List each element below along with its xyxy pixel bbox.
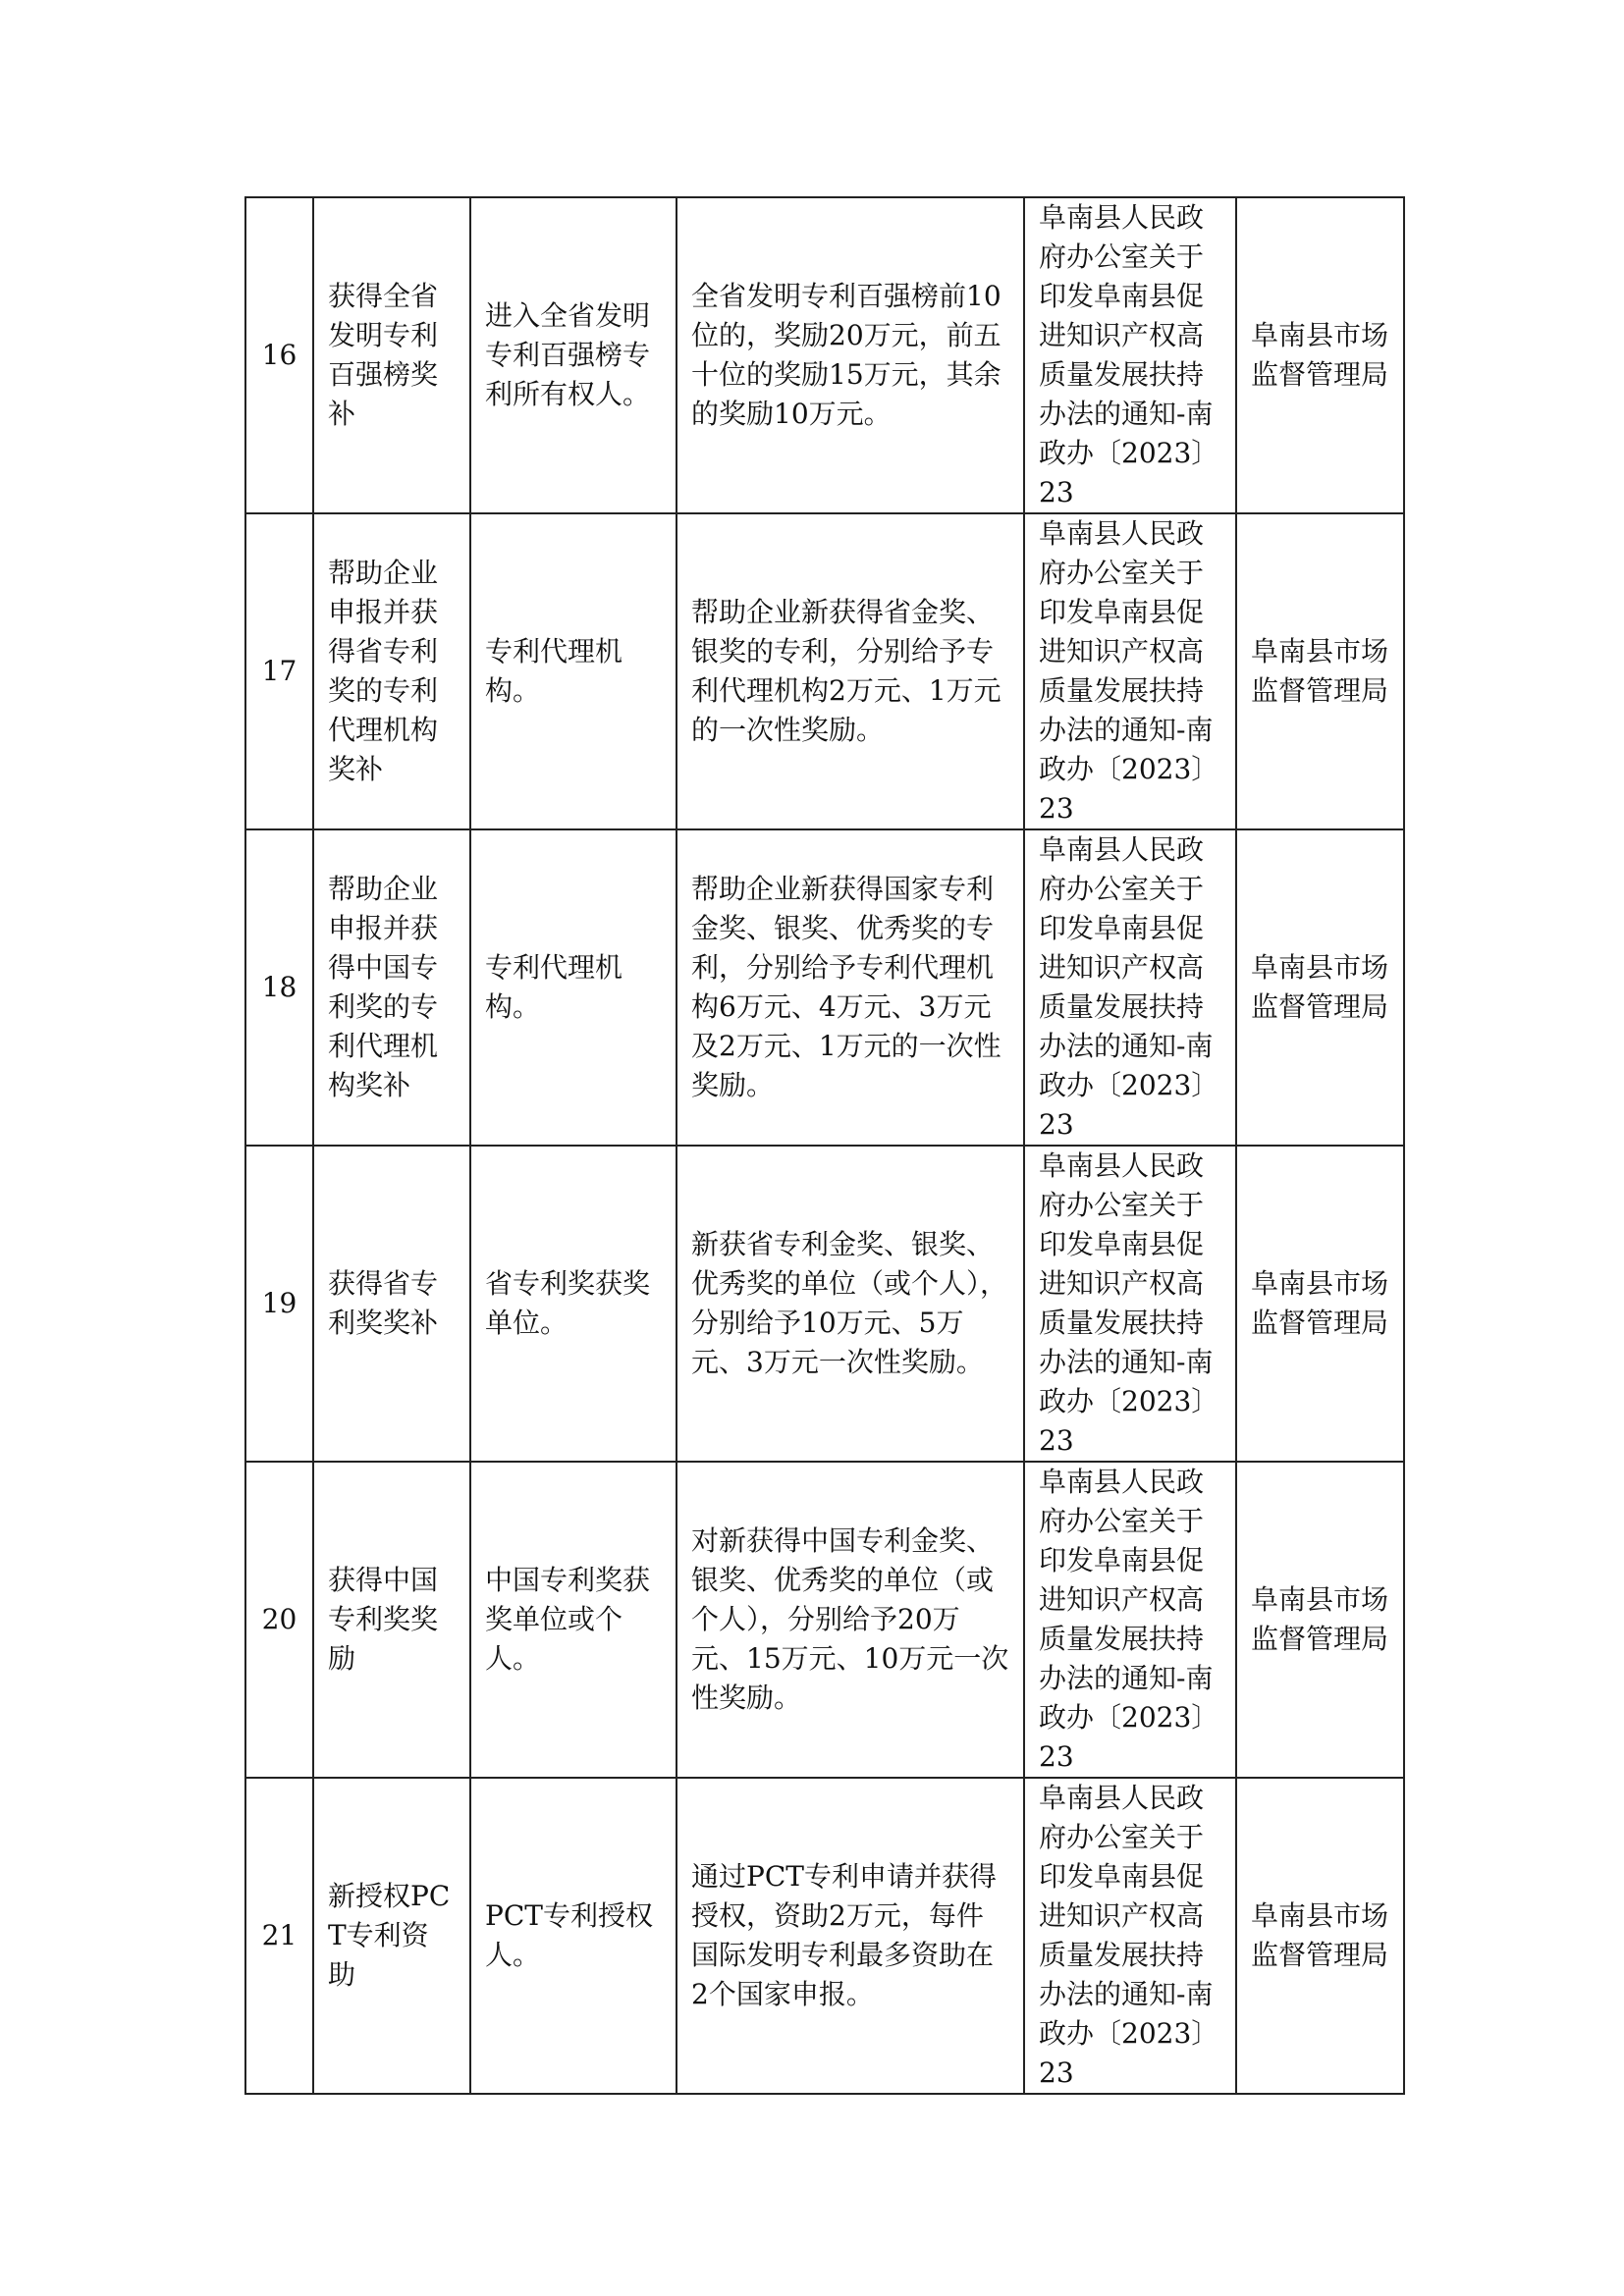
responsible-department: 阜南县市场监督管理局 [1236,513,1404,829]
row-number: 21 [245,1778,313,2094]
item-name: 获得全省发明专利百强榜奖补 [313,197,470,513]
target-applicant: 中国专利奖获奖单位或个人。 [470,1462,677,1778]
reward-standard: 通过PCT专利申请并获得授权，资助2万元，每件国际发明专利最多资助在2个国家申报。 [677,1778,1024,2094]
table-row [245,1146,1404,1462]
responsible-department: 阜南县市场监督管理局 [1236,1778,1404,2094]
responsible-department: 阜南县市场监督管理局 [1236,1462,1404,1778]
target-applicant: 进入全省发明专利百强榜专利所有权人。 [470,197,677,513]
target-applicant: PCT专利授权人。 [470,1778,677,2094]
row-number: 18 [245,829,313,1146]
table-row [245,829,1404,1146]
table-row [245,1778,1404,2094]
table-row [245,197,1404,513]
row-number: 20 [245,1462,313,1778]
responsible-department: 阜南县市场监督管理局 [1236,197,1404,513]
table-row [245,513,1404,829]
row-number: 16 [245,197,313,513]
item-name: 新授权PCT专利资助 [313,1778,470,2094]
table-row [245,1462,1404,1778]
item-name: 获得省专利奖奖补 [313,1146,470,1462]
reward-standard: 对新获得中国专利金奖、银奖、优秀奖的单位（或个人），分别给予20万元、15万元、10万元一次性奖励。 [677,1462,1024,1778]
policy-basis: 阜南县人民政府办公室关于印发阜南县促进知识产权高质量发展扶持办法的通知-南政办〔2023〕23 [1024,1462,1236,1778]
policy-basis: 阜南县人民政府办公室关于印发阜南县促进知识产权高质量发展扶持办法的通知-南政办〔2023〕23 [1024,197,1236,513]
reward-standard: 帮助企业新获得省金奖、银奖的专利，分别给予专利代理机构2万元、1万元的一次性奖励。 [677,513,1024,829]
reward-standard: 帮助企业新获得国家专利金奖、银奖、优秀奖的专利，分别给予专利代理机构6万元、4万元、3万元及2万元、1万元的一次性奖励。 [677,829,1024,1146]
policy-basis: 阜南县人民政府办公室关于印发阜南县促进知识产权高质量发展扶持办法的通知-南政办〔2023〕23 [1024,1146,1236,1462]
item-name: 帮助企业申报并获得中国专利奖的专利代理机构奖补 [313,829,470,1146]
row-number: 19 [245,1146,313,1462]
policy-table [244,196,1405,2095]
item-name: 获得中国专利奖奖励 [313,1462,470,1778]
item-name: 帮助企业申报并获得省专利奖的专利代理机构奖补 [313,513,470,829]
policy-basis: 阜南县人民政府办公室关于印发阜南县促进知识产权高质量发展扶持办法的通知-南政办〔2023〕23 [1024,1778,1236,2094]
responsible-department: 阜南县市场监督管理局 [1236,1146,1404,1462]
policy-basis: 阜南县人民政府办公室关于印发阜南县促进知识产权高质量发展扶持办法的通知-南政办〔2023〕23 [1024,829,1236,1146]
reward-standard: 全省发明专利百强榜前10位的，奖励20万元，前五十位的奖励15万元，其余的奖励10万元。 [677,197,1024,513]
target-applicant: 专利代理机构。 [470,829,677,1146]
row-number: 17 [245,513,313,829]
reward-standard: 新获省专利金奖、银奖、优秀奖的单位（或个人），分别给予10万元、5万元、3万元一次性奖励。 [677,1146,1024,1462]
policy-basis: 阜南县人民政府办公室关于印发阜南县促进知识产权高质量发展扶持办法的通知-南政办〔2023〕23 [1024,513,1236,829]
target-applicant: 专利代理机构。 [470,513,677,829]
target-applicant: 省专利奖获奖单位。 [470,1146,677,1462]
responsible-department: 阜南县市场监督管理局 [1236,829,1404,1146]
